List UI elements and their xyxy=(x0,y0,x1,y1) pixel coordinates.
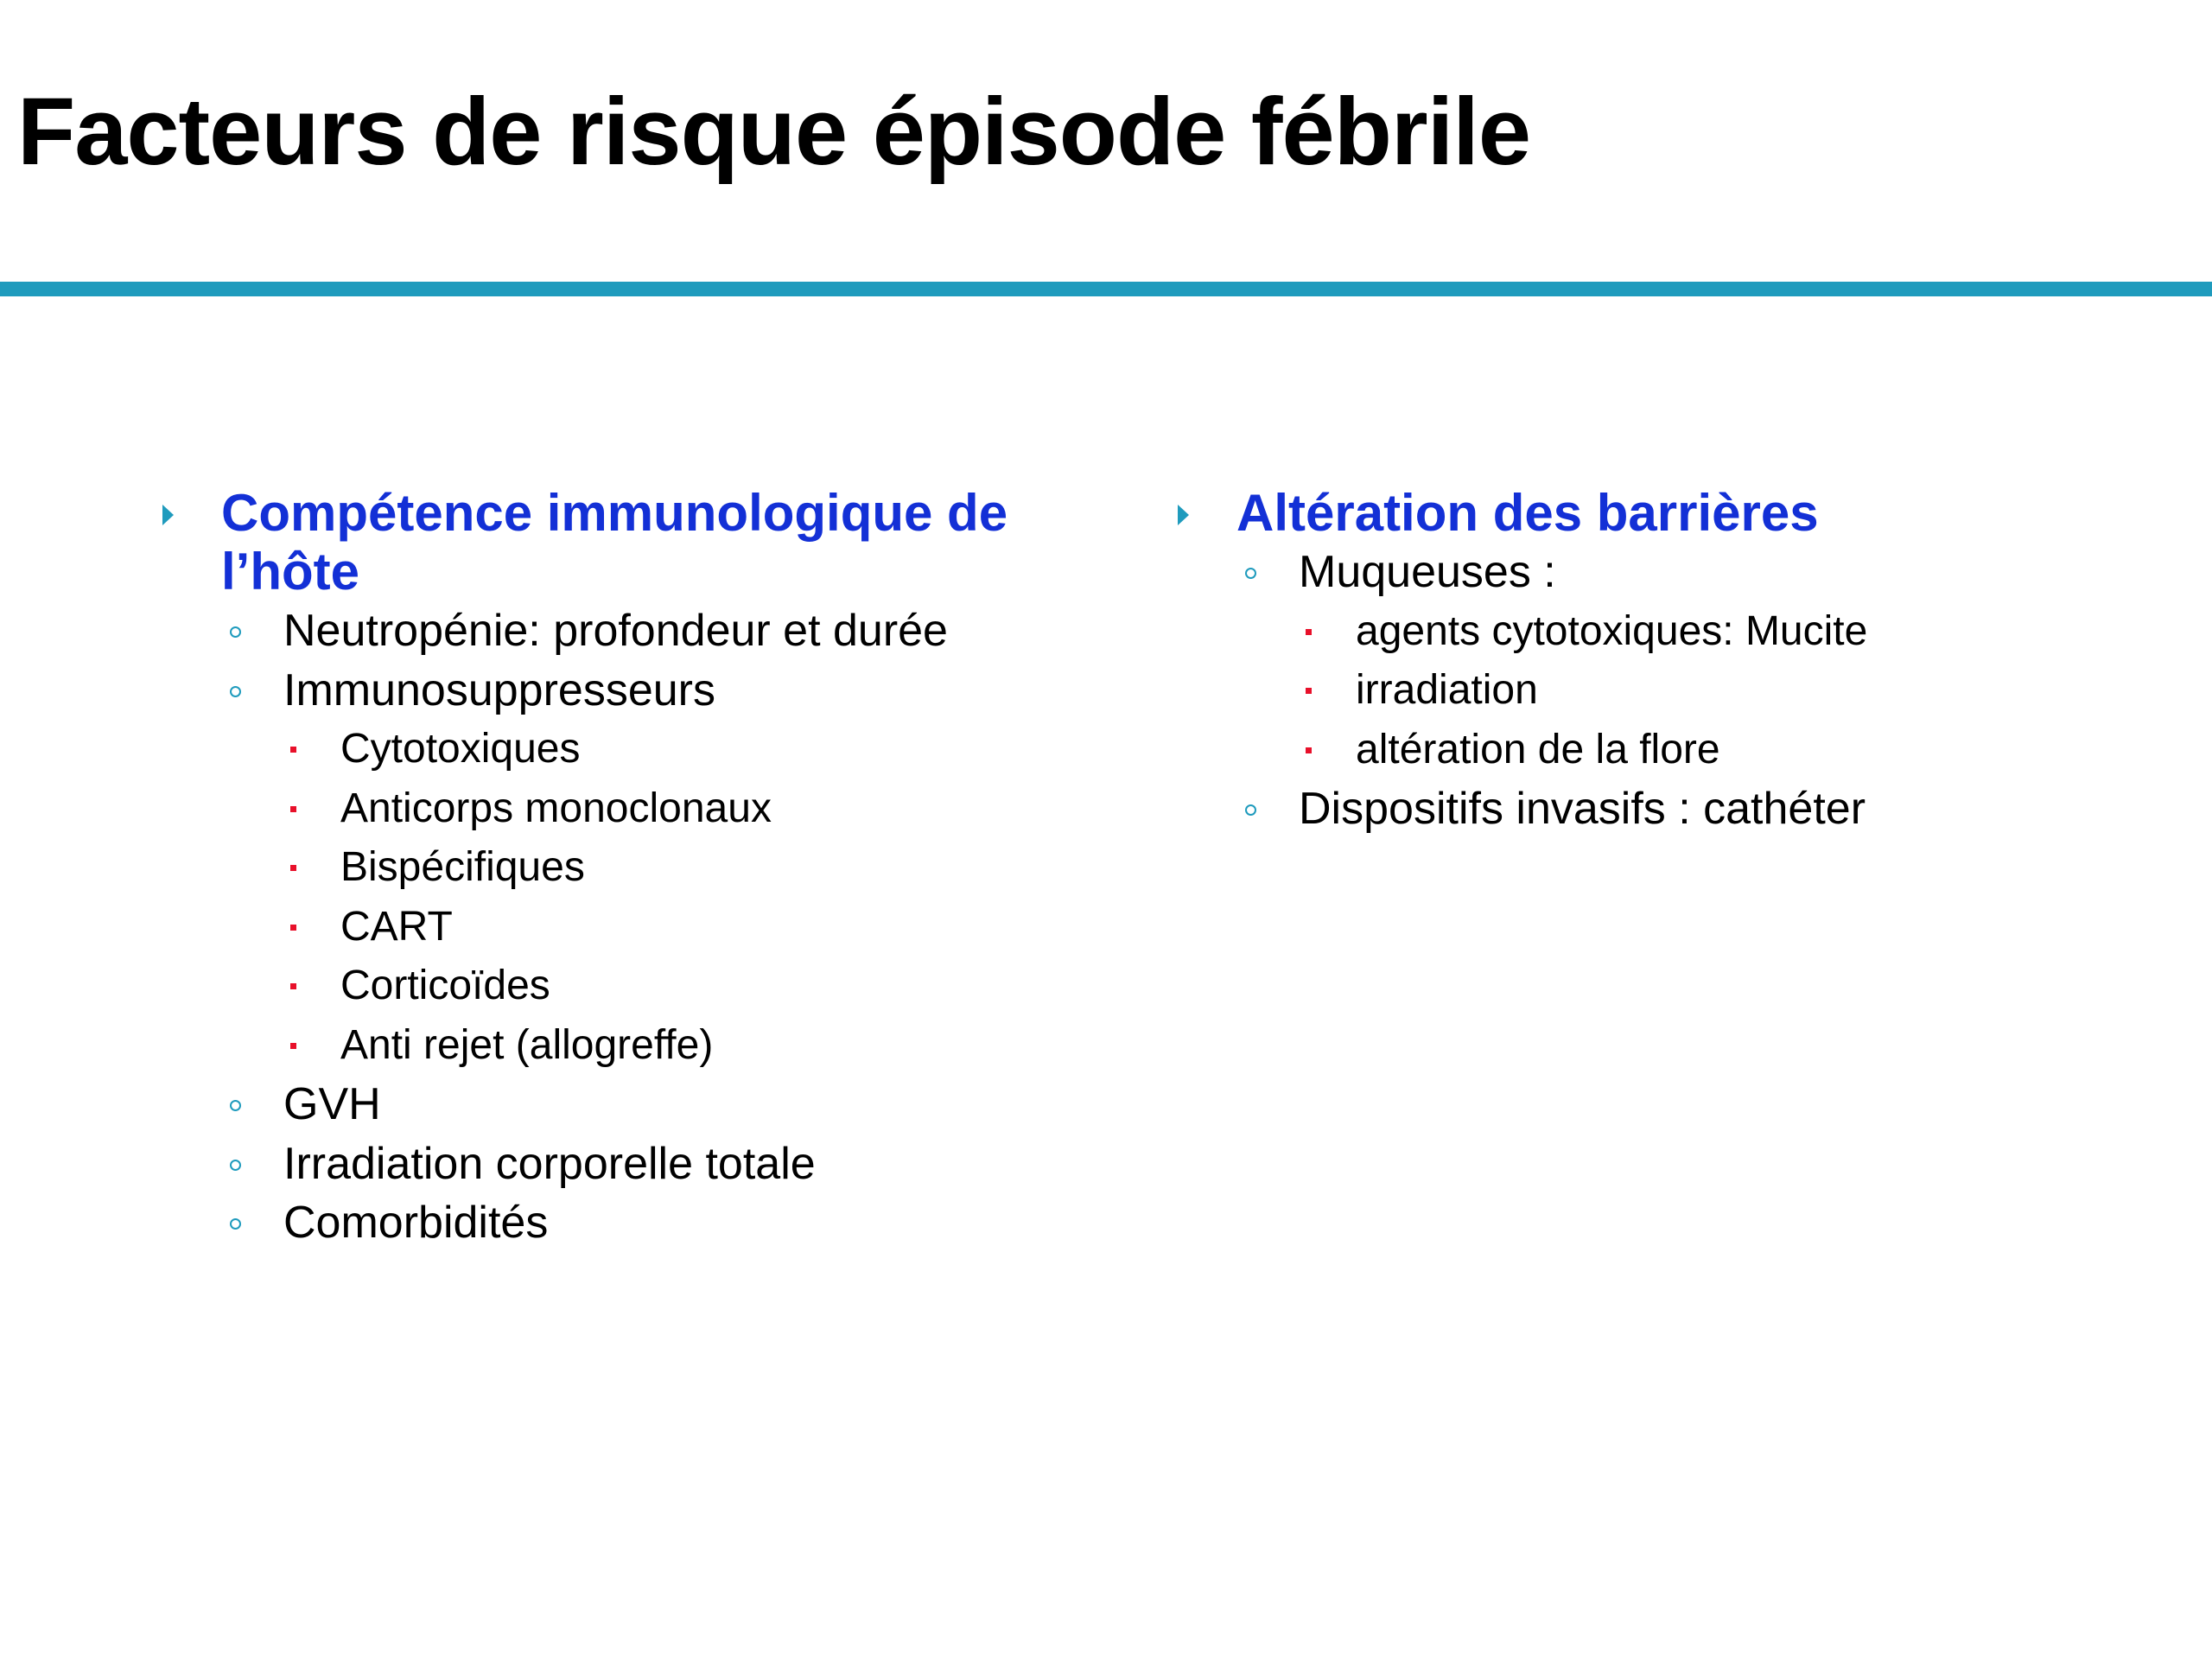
ring-bullet-icon xyxy=(230,1100,241,1111)
heading-line-2: l’hôte xyxy=(221,543,359,601)
square-bullet-icon xyxy=(1306,688,1312,694)
list-item xyxy=(156,661,1123,721)
sub-list-item xyxy=(156,957,1123,1016)
heading-barrier-alteration xyxy=(1171,484,2164,543)
list-item xyxy=(156,1193,1123,1253)
square-bullet-icon xyxy=(290,806,296,812)
sub-list-item xyxy=(156,779,1123,839)
sub-list-item-label: Corticoïdes xyxy=(340,963,550,1008)
list-item xyxy=(1171,543,2164,602)
ring-bullet-icon xyxy=(230,686,241,697)
square-bullet-icon xyxy=(290,865,296,871)
sub-list-item-label: agents cytotoxiques: Mucite xyxy=(1356,607,1868,654)
sub-list-item xyxy=(156,720,1123,779)
ring-bullet-icon xyxy=(1245,804,1256,816)
sub-list-item xyxy=(156,838,1123,898)
square-bullet-icon xyxy=(290,1043,296,1049)
heading-label: Altération des barrières xyxy=(1236,484,1819,542)
list-item-label: Dispositifs invasifs : cathéter xyxy=(1299,784,1866,834)
sub-list-item-label: CART xyxy=(340,903,453,950)
list-item-label: Immunosuppresseurs xyxy=(283,664,715,715)
ring-bullet-icon xyxy=(230,1160,241,1171)
sub-list-item-label: irradiation xyxy=(1356,667,1538,713)
ring-bullet-icon xyxy=(230,626,241,638)
square-bullet-icon xyxy=(290,747,296,753)
sub-list-item-label: Bispécifiques xyxy=(340,844,585,890)
sub-list-item xyxy=(1171,602,2164,662)
heading-line-1: Compétence immunologique de xyxy=(221,484,1008,542)
heading-host-immune-competence xyxy=(156,484,1123,601)
sub-list-item-label: Anti rejet (allogreffe) xyxy=(340,1021,714,1068)
list-item xyxy=(1171,779,2164,839)
list-item xyxy=(156,1075,1123,1135)
left-column xyxy=(156,484,1123,1253)
sub-list-item xyxy=(1171,661,2164,721)
square-bullet-icon xyxy=(290,925,296,931)
list-item-label: Comorbidités xyxy=(283,1198,549,1248)
list-item xyxy=(156,601,1123,661)
square-bullet-icon xyxy=(1306,629,1312,635)
triangle-right-icon xyxy=(1178,505,1189,525)
list-item-label: GVH xyxy=(283,1079,381,1129)
sub-list-item-label: altération de la flore xyxy=(1356,726,1720,772)
sub-list-item-label: Anticorps monoclonaux xyxy=(340,785,772,831)
square-bullet-icon xyxy=(1306,747,1312,753)
sub-list-item xyxy=(156,898,1123,957)
square-bullet-icon xyxy=(290,983,296,989)
sub-list-item xyxy=(1171,721,2164,780)
list-item xyxy=(156,1135,1123,1194)
ring-bullet-icon xyxy=(1245,568,1256,579)
ring-bullet-icon xyxy=(230,1218,241,1230)
triangle-right-icon xyxy=(162,505,174,525)
list-item-label: Irradiation corporelle totale xyxy=(283,1138,816,1189)
sub-list-item xyxy=(156,1016,1123,1076)
list-item-label: Neutropénie: profondeur et durée xyxy=(283,606,948,656)
right-column xyxy=(1171,484,2164,839)
list-item-label: Muqueuses : xyxy=(1299,547,1556,597)
sub-list-item-label: Cytotoxiques xyxy=(340,726,581,772)
slide-title: Facteurs de risque épisode fébrile xyxy=(17,79,1531,185)
title-divider xyxy=(0,282,2212,296)
